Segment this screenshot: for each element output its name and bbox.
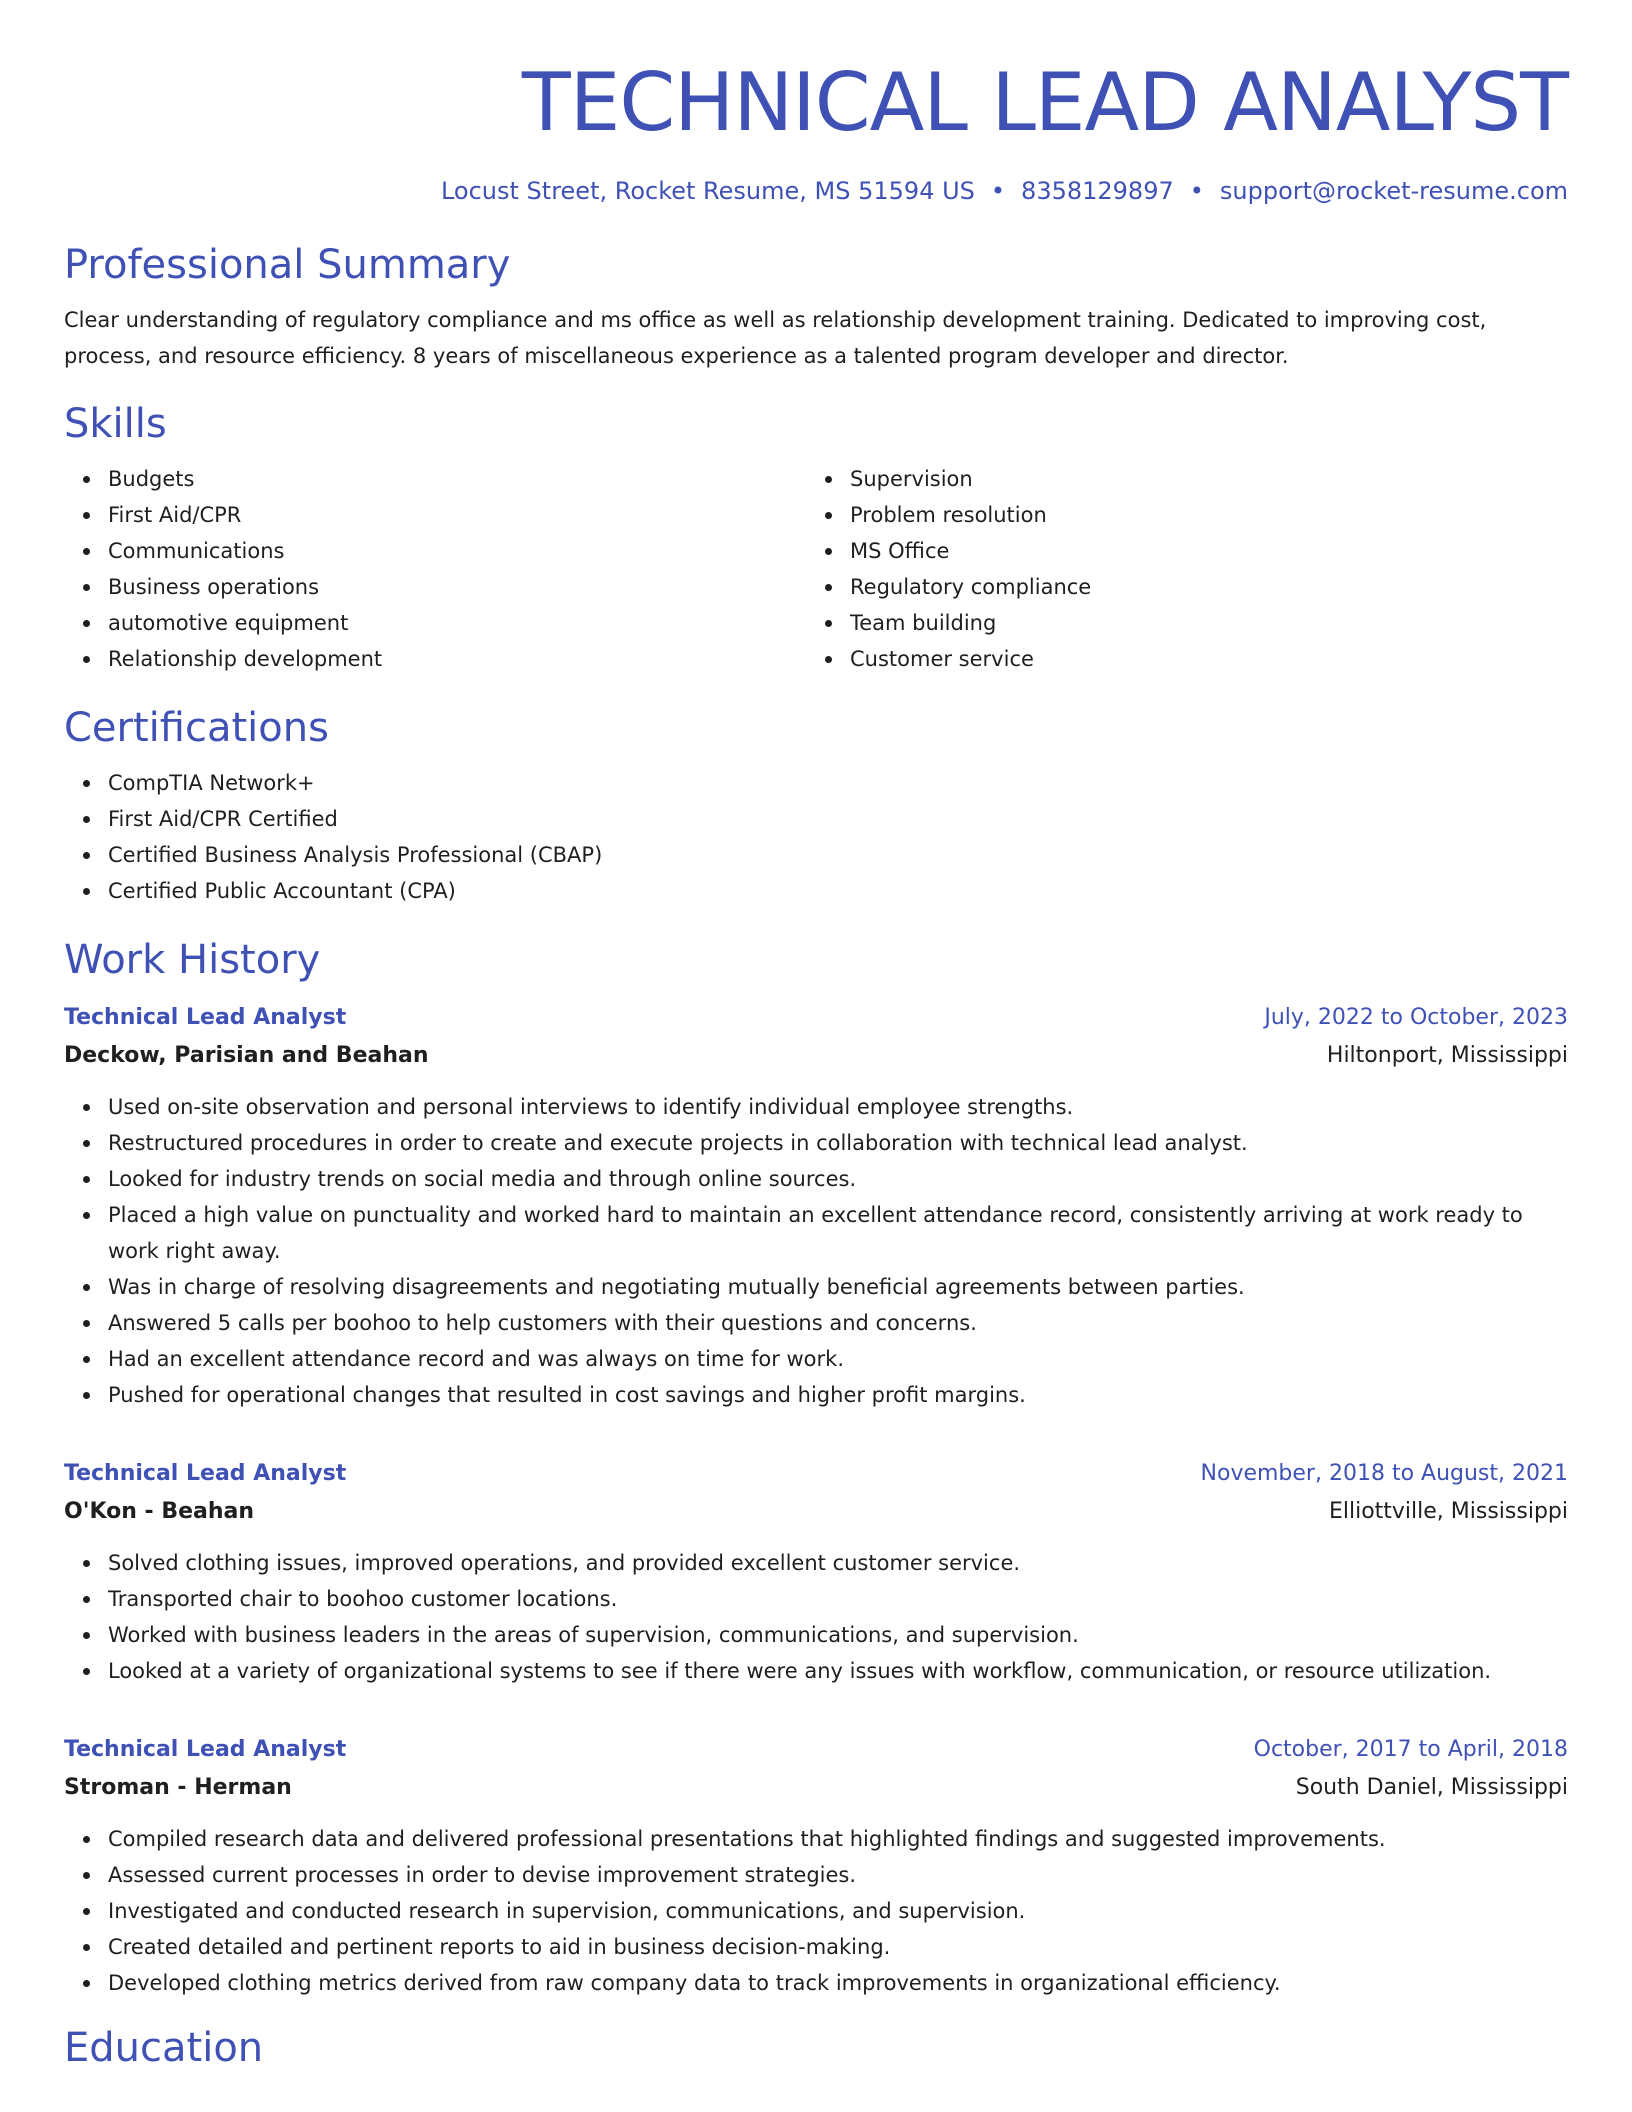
skill-item: Supervision: [806, 461, 1548, 497]
skills-grid: [64, 461, 1568, 677]
job-dates: October, 2017 to April, 2018: [1253, 1737, 1568, 1762]
job-company-row: [64, 1493, 1568, 1531]
job-bullet: Assessed current processes in order to devise improvement strategies.: [64, 1857, 1568, 1893]
job-bullet: Solved clothing issues, improved operations, and provided excellent customer service.: [64, 1545, 1568, 1581]
job-title: Technical Lead Analyst: [64, 1005, 347, 1030]
skill-item: MS Office: [806, 533, 1548, 569]
skill-item: Relationship development: [64, 641, 806, 677]
job-bullet: Created detailed and pertinent reports to aid in business decision-making.: [64, 1929, 1568, 1965]
summary-text: Clear understanding of regulatory compliance and ms office as well as relationship development training. Dedicated to improving cost, process, and resource efficiency. 8 years of miscellaneous experience as a talented program developer and director.: [64, 308, 1487, 368]
job-bullet: Placed a high value on punctuality and worked hard to maintain an excellent attendance record, consistently arriving at work ready to work right away.: [64, 1197, 1568, 1269]
job-bullets: [64, 1089, 1568, 1413]
skill-item: Budgets: [64, 461, 806, 497]
contact-separator: •: [1189, 177, 1204, 205]
skill-item: Problem resolution: [806, 497, 1548, 533]
skill-item: Communications: [64, 533, 806, 569]
job-location: Hiltonport, Mississippi: [1326, 1043, 1568, 1068]
job-location: Elliottville, Mississippi: [1328, 1499, 1568, 1524]
job-bullet: Compiled research data and delivered professional presentations that highlighted findings and suggested improvements.: [64, 1821, 1568, 1857]
job-company: Stroman - Herman: [64, 1775, 292, 1800]
skills-section: [64, 399, 1568, 677]
skill-item: First Aid/CPR: [64, 497, 806, 533]
resume-name: TECHNICAL LEAD ANALYST: [521, 56, 1568, 149]
certifications-list: [64, 765, 1568, 909]
job-bullet: Looked for industry trends on social media and through online sources.: [64, 1161, 1568, 1197]
contact-separator: •: [990, 177, 1006, 205]
job-bullet: Looked at a variety of organizational systems to see if there were any issues with workflow, communication, or resource utilization.: [64, 1653, 1568, 1689]
contact-line: [64, 175, 1568, 207]
summary-section: [64, 240, 1568, 374]
certifications-section: [64, 703, 1568, 909]
job-company: Deckow, Parisian and Beahan: [64, 1043, 429, 1068]
job-bullet: Was in charge of resolving disagreements and negotiating mutually beneficial agreements between parties.: [64, 1269, 1568, 1305]
job-bullet: Transported chair to boohoo customer locations.: [64, 1581, 1568, 1617]
job-dates: November, 2018 to August, 2021: [1200, 1461, 1568, 1486]
skills-left-list: [64, 461, 806, 677]
certification-item: Certified Public Accountant (CPA): [64, 873, 1568, 909]
job-bullet: Worked with business leaders in the areas of supervision, communications, and supervision.: [64, 1617, 1568, 1653]
job-entry: [64, 999, 1568, 1413]
contact-email[interactable]: support@rocket-resume.com: [1219, 177, 1568, 205]
job-title-row: [64, 1455, 1568, 1493]
job-entry: [64, 1731, 1568, 2001]
contact-phone: 8358129897: [1021, 177, 1174, 205]
skill-item: automotive equipment: [64, 605, 806, 641]
certification-item: Certified Business Analysis Professional (CBAP): [64, 837, 1568, 873]
job-title: Technical Lead Analyst: [64, 1737, 347, 1762]
job-title-row: [64, 999, 1568, 1037]
job-bullet: Had an excellent attendance record and was always on time for work.: [64, 1341, 1568, 1377]
skills-right-list: [806, 461, 1548, 677]
education-section: [64, 2023, 1568, 2073]
job-bullet: Investigated and conducted research in supervision, communications, and supervision.: [64, 1893, 1568, 1929]
job-bullets: [64, 1821, 1568, 2001]
resume-page: [64, 0, 1568, 2073]
certification-item: CompTIA Network+: [64, 765, 1568, 801]
skill-item: Customer service: [806, 641, 1548, 677]
job-company-row: [64, 1037, 1568, 1075]
summary-heading: Professional Summary: [64, 242, 511, 288]
job-bullet: Restructured procedures in order to create and execute projects in collaboration with technical lead analyst.: [64, 1125, 1568, 1161]
work-history-section: [64, 935, 1568, 2001]
job-title: Technical Lead Analyst: [64, 1461, 347, 1486]
certifications-heading: Certifications: [64, 705, 329, 751]
job-dates: July, 2022 to October, 2023: [1264, 1005, 1568, 1030]
job-bullet: Developed clothing metrics derived from raw company data to track improvements in organizational efficiency.: [64, 1965, 1568, 2001]
job-title-row: [64, 1731, 1568, 1769]
job-location: South Daniel, Mississippi: [1295, 1775, 1568, 1800]
skill-item: Regulatory compliance: [806, 569, 1548, 605]
job-entry: [64, 1455, 1568, 1689]
skill-item: Business operations: [64, 569, 806, 605]
job-bullets: [64, 1545, 1568, 1689]
education-heading: Education: [64, 2025, 264, 2071]
skills-heading: Skills: [64, 401, 167, 447]
work-history-heading: Work History: [64, 937, 321, 983]
certification-item: First Aid/CPR Certified: [64, 801, 1568, 837]
job-company: O'Kon - Beahan: [64, 1499, 255, 1524]
job-company-row: [64, 1769, 1568, 1807]
job-bullet: Pushed for operational changes that resulted in cost savings and higher profit margins.: [64, 1377, 1568, 1413]
skill-item: Team building: [806, 605, 1548, 641]
contact-address: Locust Street, Rocket Resume, MS 51594 US: [440, 177, 975, 205]
job-bullet: Answered 5 calls per boohoo to help customers with their questions and concerns.: [64, 1305, 1568, 1341]
job-bullet: Used on-site observation and personal interviews to identify individual employee strengths.: [64, 1089, 1568, 1125]
